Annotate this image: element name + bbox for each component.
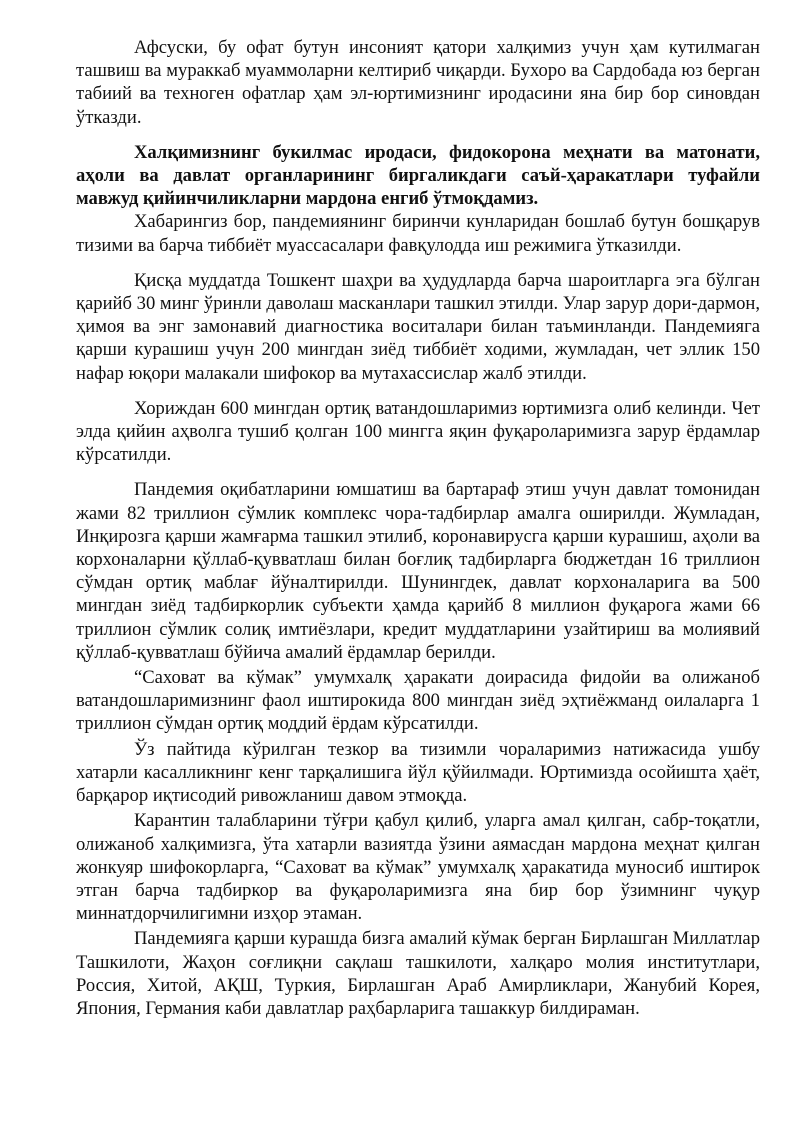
paragraph-6: Пандемия оқибатларини юмшатиш ва бартараф этиш учун давлат томонидан жами 82 триллион сўмлик комплекс чора-тадбирлар амалга оширилди. Жумладан, Инқирозга қарши жамғарма ташкил этилиб, коронавирусга қарши курашиш, аҳоли ва корхоналарни қўллаб-қувватлаш билан боғлиқ тадбирларга бюджетдан 16 триллион сўмдан ортиқ маблағ йўналтирилди. Шунингдек, давлат корхоналарига ва 500 мингдан зиёд тадбиркорлик субъекти ҳамда қарийб 8 миллион фуқарога жами 66 триллион сўмлик солиқ имтиёзлари, кредит муддатларини узайтириш ва молиявий қўллаб-қувватлаш бўйича амалий ёрдамлар берилди. xyxy=(76,479,760,663)
paragraph-5: Хориждан 600 мингдан ортиқ ватандошларимиз юртимизга олиб келинди. Чет элда қийин аҳволга тушиб қолган 100 мингга яқин фуқароларимизга зарур ёрдамлар кўрсатилди. xyxy=(76,397,760,466)
paragraph-4: Қисқа муддатда Тошкент шаҳри ва ҳудудларда барча шароитларга эга бўлган қарийб 30 минг ўринли даволаш масканлари ташкил этилди. Улар зарур дори-дармон, ҳимоя ва энг замонавий диагностика воситалари билан таъминланди. Пандемияга қарши курашиш учун 200 мингдан зиёд тиббиёт ходими, жумладан, чет эллик 150 нафар юқори малакали шифокор ва мутахассислар жалб этилди. xyxy=(76,269,760,384)
document-page xyxy=(76,36,760,1020)
paragraph-7: “Саховат ва кўмак” умумхалқ ҳаракати доирасида фидойи ва олижаноб ватандошларимизнинг фаол иштирокида 800 мингдан зиёд эҳтиёжманд оилаларга 1 триллион сўмдан ортиқ моддий ёрдам кўрсатилди. xyxy=(76,667,760,735)
paragraph-9: Карантин талабларини тўғри қабул қилиб, уларга амал қилган, сабр-тоқатли, олижаноб халқимизга, ўта хатарли вазиятда ўзини аямасдан мардона меҳнат қилган жонкуяр шифокорларга, “Саховат ва кўмак” умумхалқ ҳаракатида муносиб иштирок этган барча тадбиркор ва фуқароларимизга яна бир бор ўзимнинг чуқур миннатдорчилигимни изҳор этаман. xyxy=(76,810,760,925)
paragraph-3: Хабарингиз бор, пандемиянинг биринчи кунларидан бошлаб бутун бошқарув тизими ва барча тиббиёт муассасалари фавқулодда иш режимига ўтказилди. xyxy=(76,211,760,256)
paragraph-1: Афсуски, бу офат бутун инсоният қатори халқимиз учун ҳам кутилмаган ташвиш ва мураккаб муаммоларни келтириб чиқарди. Бухоро ва Сардобада юз берган табиий ва техноген офатлар ҳам эл-юртимизнинг иродасини яна бир бор синовдан ўтказди. xyxy=(76,37,760,128)
paragraph-8: Ўз пайтида кўрилган тезкор ва тизимли чораларимиз натижасида ушбу хатарли касалликнинг кенг тарқалишига йўл қўйилмади. Юртимизда осойишта ҳаёт, барқарор иқтисодий ривожланиш давом этмоқда. xyxy=(76,738,760,807)
paragraph-10: Пандемияга қарши курашда бизга амалий кўмак берган Бирлашган Миллатлар Ташкилоти, Жаҳон соғлиқни сақлаш ташкилоти, халқаро молия институтлари, Россия, Хитой, АҚШ, Туркия, Бирлашган Араб Амирликлари, Жанубий Корея, Япония, Германия каби давлатлар раҳбарларига ташаккур билдираман. xyxy=(76,928,760,1019)
paragraph-2-bold: Халқимизнинг букилмас иродаси, фидокорона меҳнати ва матонати, аҳоли ва давлат органларининг биргаликдаги саъй-ҳаракатлари туфайли мавжуд қийинчиликларни мардона енгиб ўтмоқдамиз. xyxy=(76,141,760,210)
